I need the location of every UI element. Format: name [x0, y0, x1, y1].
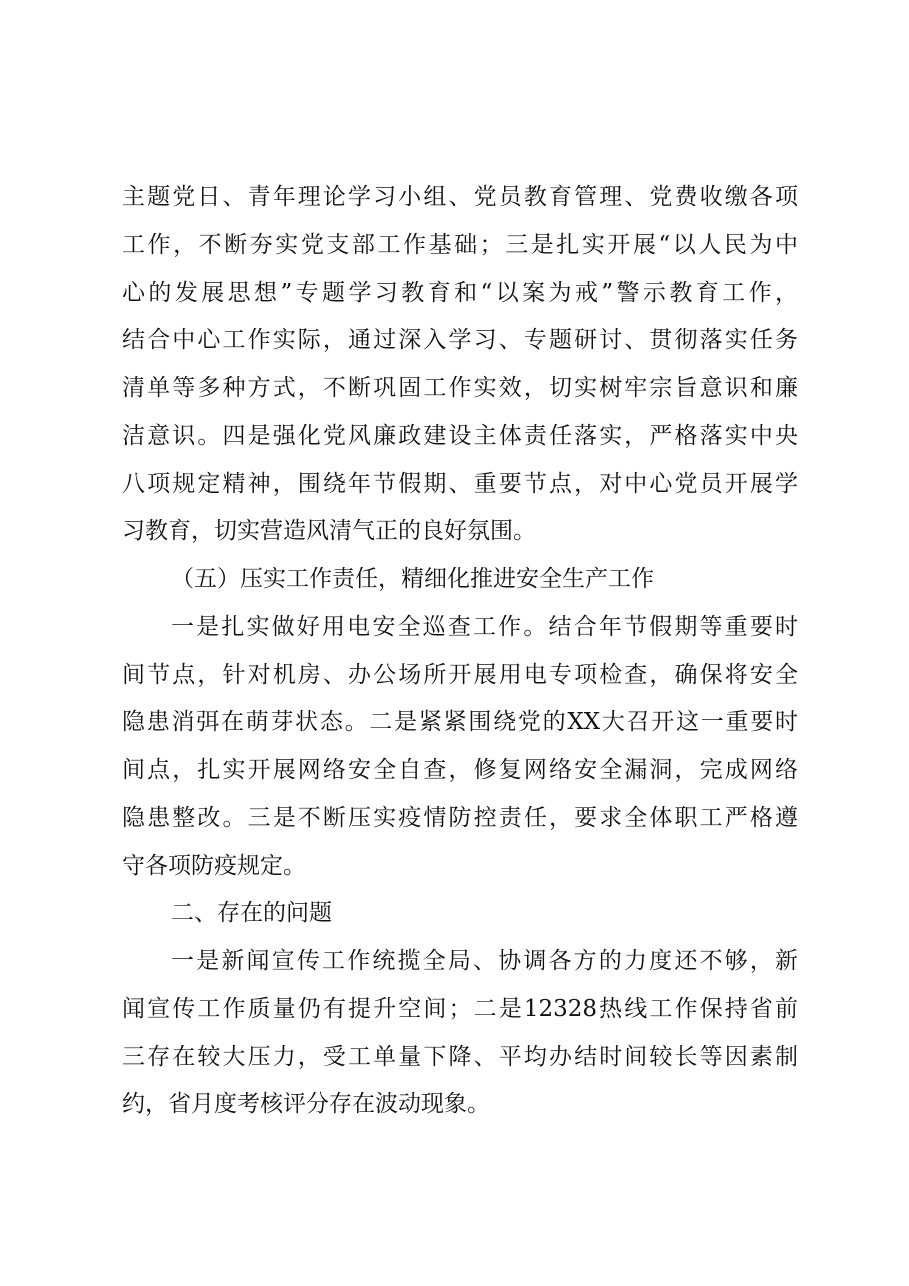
paragraph-line-18: 闻宣传工作质量仍有提升空间；二是12328热线工作保持省前 [122, 995, 798, 1022]
paragraph-line-10: 一是扎实做好用电安全巡查工作。结合年节假期等重要时 [171, 613, 798, 640]
paragraph-line-5: 清单等多种方式，不断巩固工作实效，切实树牢宗旨意识和廉 [122, 375, 798, 401]
paragraph-line-6: 洁意识。四是强化党风廉政建设主体责任落实，严格落实中央 [122, 422, 798, 449]
document-body [122, 180, 798, 1135]
section-heading-5: （五）压实工作责任，精细化推进安全生产工作 [171, 566, 654, 592]
paragraph-line-14: 隐患整改。三是不断压实疫情防控责任，要求全体职工严格遵 [122, 804, 798, 831]
paragraph-line-13: 间点，扎实开展网络安全自查，修复网络安全漏洞，完成网络 [122, 757, 798, 783]
paragraph-line-11: 间节点，针对机房、办公场所开展用电专项检查，确保将安全 [122, 661, 798, 688]
paragraph-line-17: 一是新闻宣传工作统揽全局、协调各方的力度还不够，新 [171, 948, 798, 974]
paragraph-line-1: 主题党日、青年理论学习小组、党员教育管理、党费收缴各项 [122, 184, 798, 210]
paragraph-line-20: 约，省月度考核评分存在波动现象。 [122, 1091, 490, 1118]
paragraph-line-3: 心的发展思想”专题学习教育和“以案为戒”警示教育工作， [122, 279, 798, 306]
section-heading-issues: 二、存在的问题 [171, 900, 332, 927]
paragraph-line-19: 三存在较大压力，受工单量下降、平均办结时间较长等因素制 [122, 1043, 798, 1070]
paragraph-line-8: 习教育，切实营造风清气正的良好氛围。 [122, 518, 536, 545]
paragraph-line-12: 隐患消弭在萌芽状态。二是紧紧围绕党的XX大召开这一重要时 [122, 709, 798, 736]
paragraph-line-7: 八项规定精神，围绕年节假期、重要节点，对中心党员开展学 [122, 470, 798, 497]
paragraph-line-4: 结合中心工作实际，通过深入学习、专题研讨、贯彻落实任务 [122, 327, 798, 354]
paragraph-line-15: 守各项防疫规定。 [122, 852, 306, 879]
paragraph-line-2: 工作，不断夯实党支部工作基础；三是扎实开展“以人民为中 [122, 231, 798, 258]
